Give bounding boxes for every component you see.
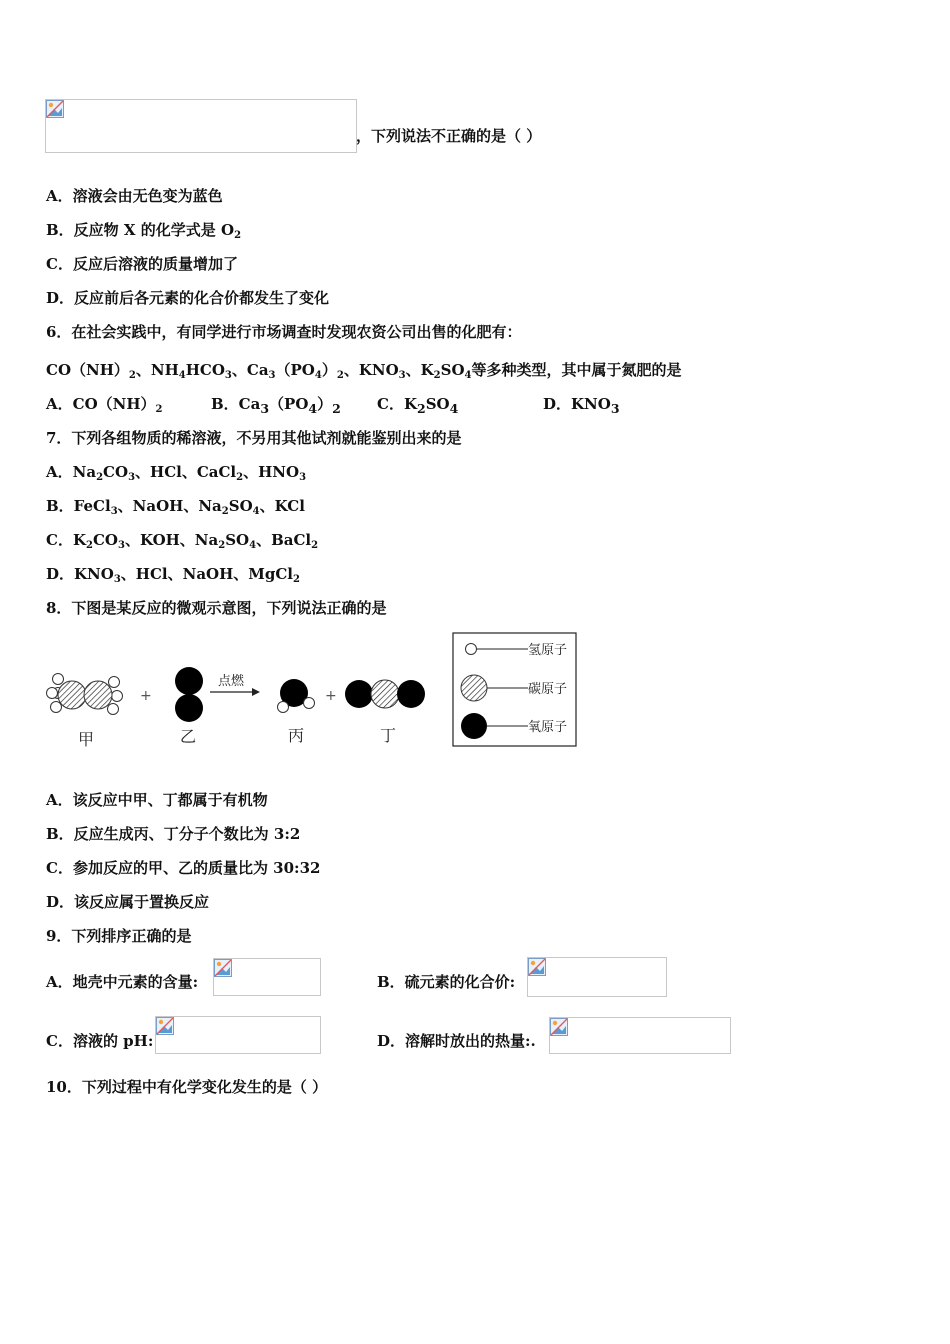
reaction-diagram xyxy=(42,630,587,755)
legend-oxygen: 氧原子 xyxy=(528,720,568,735)
q10-stem: 10．下列过程中有化学变化发生的是（ ） xyxy=(46,1078,328,1096)
q6-option-a: A．$CO(NH)_2$ xyxy=(46,395,163,415)
broken-image-icon xyxy=(528,958,546,976)
q8-stem: 8．下图是某反应的微观示意图，下列说法正确的是 xyxy=(46,599,387,617)
arrow-label: 点燃 xyxy=(218,674,245,689)
broken-image-icon xyxy=(550,1018,568,1036)
legend-box xyxy=(453,633,576,746)
q5-option-d: D．反应前后各元素的化合价都发生了变化 xyxy=(46,289,330,307)
q5-option-a: A．溶液会由无色变为蓝色 xyxy=(46,187,223,205)
broken-image-icon xyxy=(156,1017,174,1035)
q6-stem: 6．在社会实践中，有同学进行市场调查时发现农资公司出售的化肥有： xyxy=(46,323,522,341)
q5-stem-tail: ，下列说法不正确的是（ ） xyxy=(356,127,542,145)
broken-image-q5 xyxy=(45,99,357,153)
q7-option-d: D．$KNO_3$、HCl、NaOH、MgCl$_2$ xyxy=(46,565,300,585)
molecule-bing xyxy=(278,679,315,713)
plus-sign-2: + xyxy=(325,688,337,704)
molecule-yi xyxy=(175,667,203,722)
q6-option-c: C．$K_2SO_4$ xyxy=(377,395,459,416)
molecule-ding xyxy=(345,680,425,708)
q9-option-d: D．溶解时放出的热量:. xyxy=(377,1032,536,1050)
molecule-jia xyxy=(47,674,123,715)
label-ding: 丁 xyxy=(380,726,397,745)
q9-option-b: B．硫元素的化合价: xyxy=(377,973,516,991)
broken-image-q9b xyxy=(527,957,667,997)
label-bing: 丙 xyxy=(288,726,305,745)
legend-carbon: 碳原子 xyxy=(528,682,568,697)
q8-option-b: B．反应生成丙、丁分子个数比为 3:2 xyxy=(46,825,301,843)
legend-hydrogen: 氢原子 xyxy=(528,643,568,658)
q6-option-d: D．$KNO_3$ xyxy=(543,395,620,416)
q9-option-c: C．溶液的 pH: xyxy=(46,1032,154,1050)
q7-option-b: B．FeCl$_3$、NaOH、$Na_2SO_4$、KCl xyxy=(46,497,305,517)
q8-option-a: A．该反应中甲、丁都属于有机物 xyxy=(46,791,268,809)
q6-option-b: B．$Ca_3(PO_4)_2$ xyxy=(211,395,341,416)
q5-option-c: C．反应后溶液的质量增加了 xyxy=(46,255,238,273)
q7-stem: 7．下列各组物质的稀溶液，不另用其他试剂就能鉴别出来的是 xyxy=(46,429,462,447)
label-yi: 乙 xyxy=(180,727,197,746)
q7-option-c: C．$K_2CO_3$、KOH、$Na_2SO_4$、BaCl$_2$ xyxy=(46,531,319,551)
q9-option-a: A．地壳中元素的含量: xyxy=(46,973,199,991)
broken-image-icon xyxy=(46,100,64,118)
label-jia: 甲 xyxy=(78,730,95,749)
q5-option-b: B．反应物 X 的化学式是 $O_2$ xyxy=(46,221,242,241)
plus-sign-1: + xyxy=(140,688,152,704)
broken-image-icon xyxy=(214,959,232,977)
q9-stem: 9．下列排序正确的是 xyxy=(46,927,192,945)
q6-fertilizer-list: $CO(NH)_2$、$NH_4HCO_3$、$Ca_3(PO_4)_2$、$KNO_3$、$K_2SO_4$等多种类型，其中属于氮肥的是 xyxy=(46,361,682,381)
q8-option-c: C．参加反应的甲、乙的质量比为 30:32 xyxy=(46,859,321,877)
broken-image-q9a xyxy=(213,958,321,996)
q8-option-d: D．该反应属于置换反应 xyxy=(46,893,210,911)
q7-option-a: A．$Na_2CO_3$、HCl、CaCl$_2$、$HNO_3$ xyxy=(46,463,307,483)
broken-image-q9c xyxy=(155,1016,321,1054)
broken-image-q9d xyxy=(549,1017,731,1054)
